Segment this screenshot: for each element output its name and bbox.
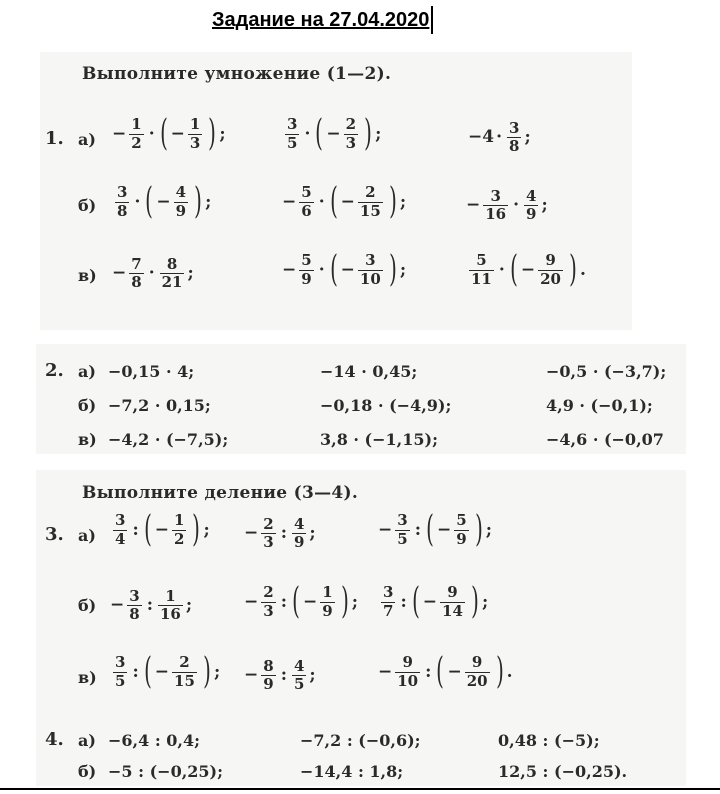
expression: − $\frac{9}{10}$ : ( − $\frac{9}{20}$ ) . [378,651,513,692]
expression: −0,18 · (−4,9); [320,396,452,415]
problem-number: 3. [45,524,64,545]
item-label: б) [78,196,97,215]
expression: −14 · 0,45; [320,362,418,381]
expression: −4,2 · (−7,5); [108,430,229,449]
item-label: б) [78,596,97,615]
expression: − $\frac{3}{8}$ : $\frac{1}{16}$ ; [110,587,193,624]
problem-number: 1. [45,128,64,149]
page-title: Задание на 27.04.2020 [212,6,433,34]
expression: 12,5 : (−0,25). [498,762,628,781]
expression: 4,9 · (−0,1); [546,396,653,415]
item-label: а) [78,731,96,750]
expression: − $\frac{2}{3}$ : ( − $\frac{1}{9}$ ) ; [244,581,359,622]
item-label: в) [78,668,97,687]
expression: −0,5 · (−3,7); [546,362,667,381]
item-label: а) [78,130,96,149]
expression: $\frac{3}{4}$ : ( − $\frac{1}{2}$ ) ; [115,509,210,550]
expression: $\frac{3}{8}$ · ( − $\frac{4}{9}$ ) ; [117,181,212,222]
problem-number: 4. [45,729,64,750]
expression: − $\frac{8}{9}$ : $\frac{4}{5}$ ; [244,657,316,694]
expression: $\frac{3}{5}$ : ( − $\frac{2}{15}$ ) ; [115,651,221,692]
item-label: б) [78,762,97,781]
expression: −5 : (−0,25); [108,762,224,781]
expression: $\frac{3}{5}$ · ( − $\frac{2}{3}$ ) ; [287,113,382,154]
item-label: а) [78,362,96,381]
expression: 0,48 : (−5); [498,731,600,750]
expression: −4,6 · (−0,07 [546,430,664,449]
problem-number: 2. [45,360,64,381]
item-label: в) [78,266,97,285]
expression: − $\frac{2}{3}$ : $\frac{4}{9}$ ; [244,515,316,552]
expression: −7,2 : (−0,6); [300,731,421,750]
expression: −14,4 : 1,8; [300,762,404,781]
expression: − $\frac{5}{9}$ · ( − $\frac{3}{10}$ ) ; [282,249,407,290]
expression: − $\frac{1}{2}$ · ( − $\frac{1}{3}$ ) ; [112,113,226,154]
bottom-divider [0,788,720,790]
expression: −4 · $\frac{3}{8}$ ; [468,119,531,156]
expression: −6,4 : 0,4; [108,731,201,750]
heading-division: Выполните деление (3—4). [82,483,359,503]
item-label: а) [78,526,96,545]
expression: $\frac{3}{7}$ : ( − $\frac{9}{14}$ ) ; [383,581,489,622]
heading-multiplication: Выполните умножение (1—2). [82,64,392,84]
expression: − $\frac{3}{16}$ · $\frac{4}{9}$ ; [466,187,548,224]
item-label: б) [78,396,97,415]
item-label: в) [78,430,97,449]
expression: 3,8 · (−1,15); [320,430,438,449]
expression: − $\frac{7}{8}$ · $\frac{8}{21}$ ; [112,255,194,292]
expression: −7,2 · 0,15; [108,396,211,415]
expression: − $\frac{3}{5}$ : ( − $\frac{5}{9}$ ) ; [378,509,493,550]
expression: $\frac{5}{11}$ · ( − $\frac{9}{20}$ ) . [471,249,586,290]
expression: − $\frac{5}{6}$ · ( − $\frac{2}{15}$ ) ; [282,181,407,222]
expression: −0,15 · 4; [108,362,195,381]
